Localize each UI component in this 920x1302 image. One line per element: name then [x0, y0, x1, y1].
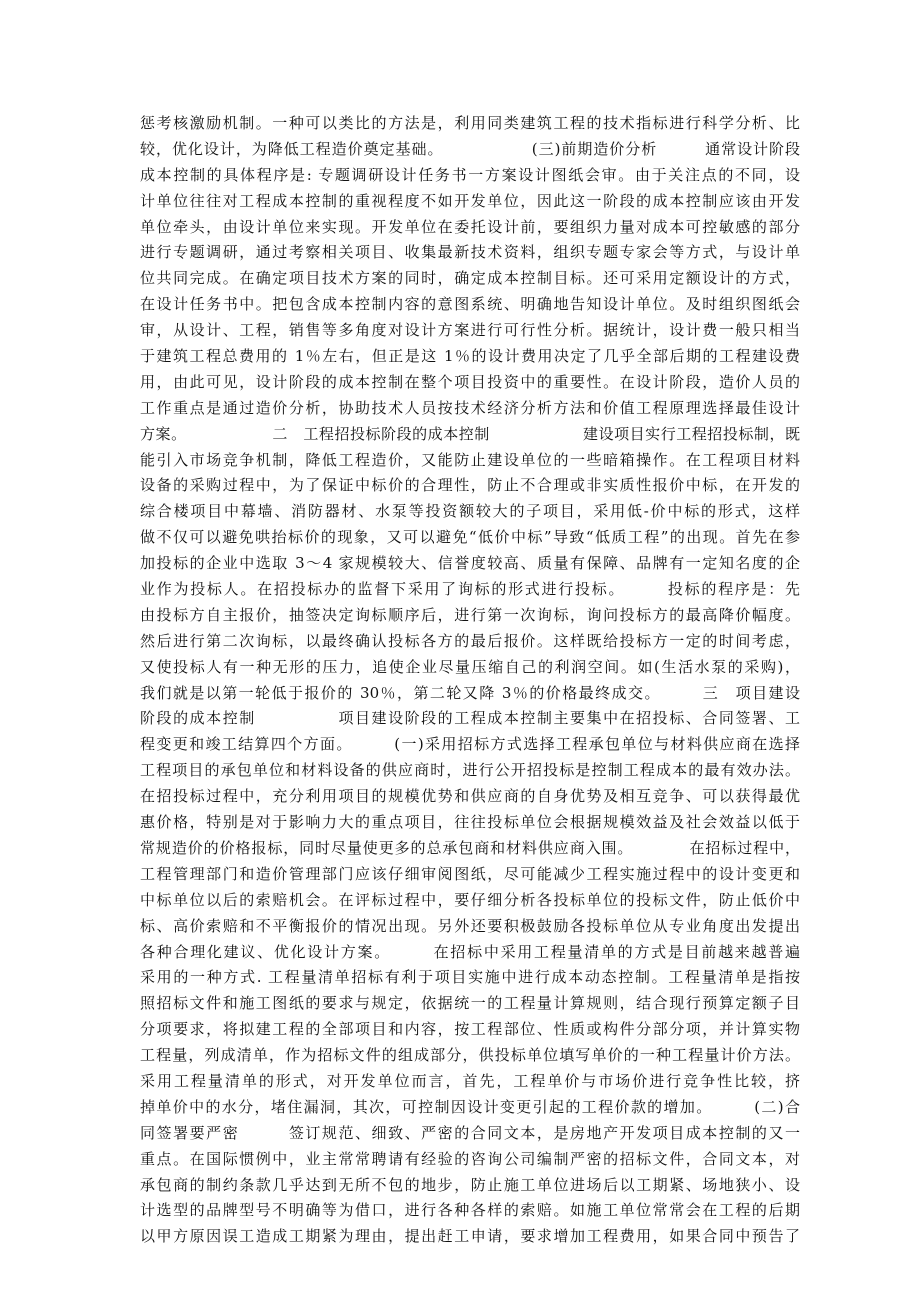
text-line: 工程管理部门和造价管理部门应该仔细审阅图纸，尽可能减少工程实施过程中的设计变更和: [140, 864, 800, 883]
body-text: [140, 111, 800, 1250]
text-line: 阶段的成本控制 项目建设阶段的工程成本控制主要集中在招投标、合同签署、工: [140, 709, 800, 728]
text-line: 同签署要严密 签订规范、细致、严密的合同文本，是房地产开发项目成本控制的又一: [140, 1123, 800, 1142]
text-line: 常规造价的价格报标，同时尽量使更多的总承包商和材料供应商入围。 在招标过程中，: [140, 838, 800, 857]
text-line: 掉单价中的水分，堵住漏洞，其次，可控制因设计变更引起的工程价款的增加。 (二)合: [140, 1097, 800, 1116]
text-line: 重点。在国际惯例中，业主常常聘请有经验的咨询公司编制严密的招标文件，合同文本，对: [140, 1149, 800, 1168]
text-line: 工程量，列成清单，作为招标文件的组成部分，供投标单位填写单价的一种工程量计价方法。: [140, 1046, 800, 1065]
text-line: 较，优化设计，为降低工程造价奠定基础。 (三)前期造价分析 通常设计阶段: [140, 139, 800, 158]
text-line: 各种合理化建议、优化设计方案。 在招标中采用工程量清单的方式是目前越来越普遍: [140, 942, 800, 961]
text-line: 在招投标过程中，充分利用项目的规模优势和供应商的自身优势及相互竞争、可以获得最优: [140, 787, 800, 806]
text-line: 工作重点是通过造价分析，协助技术人员按技术经济分析方法和价值工程原理选择最佳设计: [140, 398, 800, 417]
text-line: 能引入市场竞争机制，降低工程造价，又能防止建设单位的一些暗箱操作。在工程项目材料: [140, 450, 800, 469]
text-line: 审，从设计、工程，销售等多角度对设计方案进行可行性分析。据统计，设计费一般只相当: [140, 321, 800, 340]
text-line: 中标单位以后的索赔机会。在评标过程中，要仔细分析各投标单位的投标文件，防止低价中: [140, 890, 800, 909]
text-line: 做不仅可以避免哄抬标价的现象，又可以避免“低价中标”导致“低质工程”的出现。首先在参: [140, 528, 800, 547]
text-line: 程变更和竣工结算四个方面。 (一)采用招标方式选择工程承包单位与材料供应商在选择: [140, 735, 800, 754]
text-line: 以甲方原因误工造成工期紧为理由，提出赶工申请，要求增加工程费用，如果合同中预告了: [140, 1227, 800, 1246]
text-line: 由投标方自主报价，抽签决定询标顺序后，进行第一次询标，询问投标方的最高降价幅度。: [140, 605, 800, 624]
text-line: 设备的采购过程中，为了保证中标价的合理性，防止不合理或非实质性报价中标，在开发的: [140, 476, 800, 495]
text-line: 采用工程量清单的形式，对开发单位而言，首先，工程单价与市场价进行竞争性比较，挤: [140, 1071, 800, 1090]
text-line: 业作为投标人。在招投标办的监督下采用了询标的形式进行投标。 投标的程序是：先: [140, 580, 800, 599]
text-line: 分项要求，将拟建工程的全部项目和内容，按工程部位、性质或构件分部分项，并计算实物: [140, 1020, 800, 1039]
text-line: 我们就是以第一轮低于报价的 30％，第二轮又降 3％的价格最终成交。 三 项目建设: [140, 683, 800, 702]
text-line: 于建筑工程总费用的 1％左右，但正是这 1％的设计费用决定了几乎全部后期的工程建设费: [140, 347, 800, 366]
text-line: 工程项目的承包单位和材料设备的供应商时，进行公开招投标是控制工程成本的最有效办法。: [140, 761, 800, 780]
text-line: 又使投标人有一种无形的压力，追使企业尽量压缩自己的利润空间。如(生活水泵的采购)，: [140, 657, 800, 676]
text-line: 进行专题调研，通过考察相关项目、收集最新技术资料，组织专题专家会等方式，与设计单: [140, 243, 800, 262]
text-line: 位共同完成。在确定项目技术方案的同时，确定成本控制目标。还可采用定额设计的方式，: [140, 269, 800, 288]
text-line: 标、高价索赔和不平衡报价的情况出现。另外还要积极鼓励各投标单位从专业角度出发提出: [140, 916, 800, 935]
text-line: 照招标文件和施工图纸的要求与规定，依据统一的工程量计算规则，结合现行预算定额子目: [140, 994, 800, 1013]
text-line: 用，由此可见，设计阶段的成本控制在整个项目投资中的重要性。在设计阶段，造价人员的: [140, 372, 800, 391]
text-line: 在设计任务书中。把包含成本控制内容的意图系统、明确地告知设计单位。及时组织图纸会: [140, 295, 800, 314]
text-line: 采用的一种方式. 工程量清单招标有利于项目实施中进行成本动态控制。工程量清单是指按: [140, 968, 800, 987]
text-line: 承包商的制约条款几乎达到无所不包的地步，防止施工单位进场后以工期紧、场地狭小、设: [140, 1175, 800, 1194]
text-line: 计单位往往对工程成本控制的重视程度不如开发单位，因此这一阶段的成本控制应该由开发: [140, 191, 800, 210]
text-line: 惠价格，特别是对于影响力大的重点项目，往往投标单位会根据规模效益及社会效益以低于: [140, 813, 800, 832]
text-line: 综合楼项目中幕墙、消防器材、水泵等投资额较大的子项目，采用低-价中标的形式，这样: [140, 502, 800, 521]
text-line: 方案。 二 工程招投标阶段的成本控制 建设项目实行工程招投标制，既: [140, 424, 800, 443]
text-line: 计选型的品牌型号不明确等为借口，进行各种各样的索赔。如施工单位常常会在工程的后期: [140, 1201, 800, 1220]
text-line: 然后进行第二次询标，以最终确认投标各方的最后报价。这样既给投标方一定的时间考虑，: [140, 631, 800, 650]
text-line: 加投标的企业中选取 3～4 家规模较大、信誉度较高、质量有保障、品牌有一定知名度的企: [140, 554, 800, 573]
text-line: 惩考核激励机制。一种可以类比的方法是，利用同类建筑工程的技术指标进行科学分析、比: [140, 114, 800, 132]
text-line: 成本控制的具体程序是: 专题调研设计任务书一方案设计图纸会审。由于关注点的不同，设: [140, 165, 800, 184]
text-line: 单位牵头，由设计单位来实现。开发单位在委托设计前，要组织力量对成本可控敏感的部分: [140, 217, 800, 236]
